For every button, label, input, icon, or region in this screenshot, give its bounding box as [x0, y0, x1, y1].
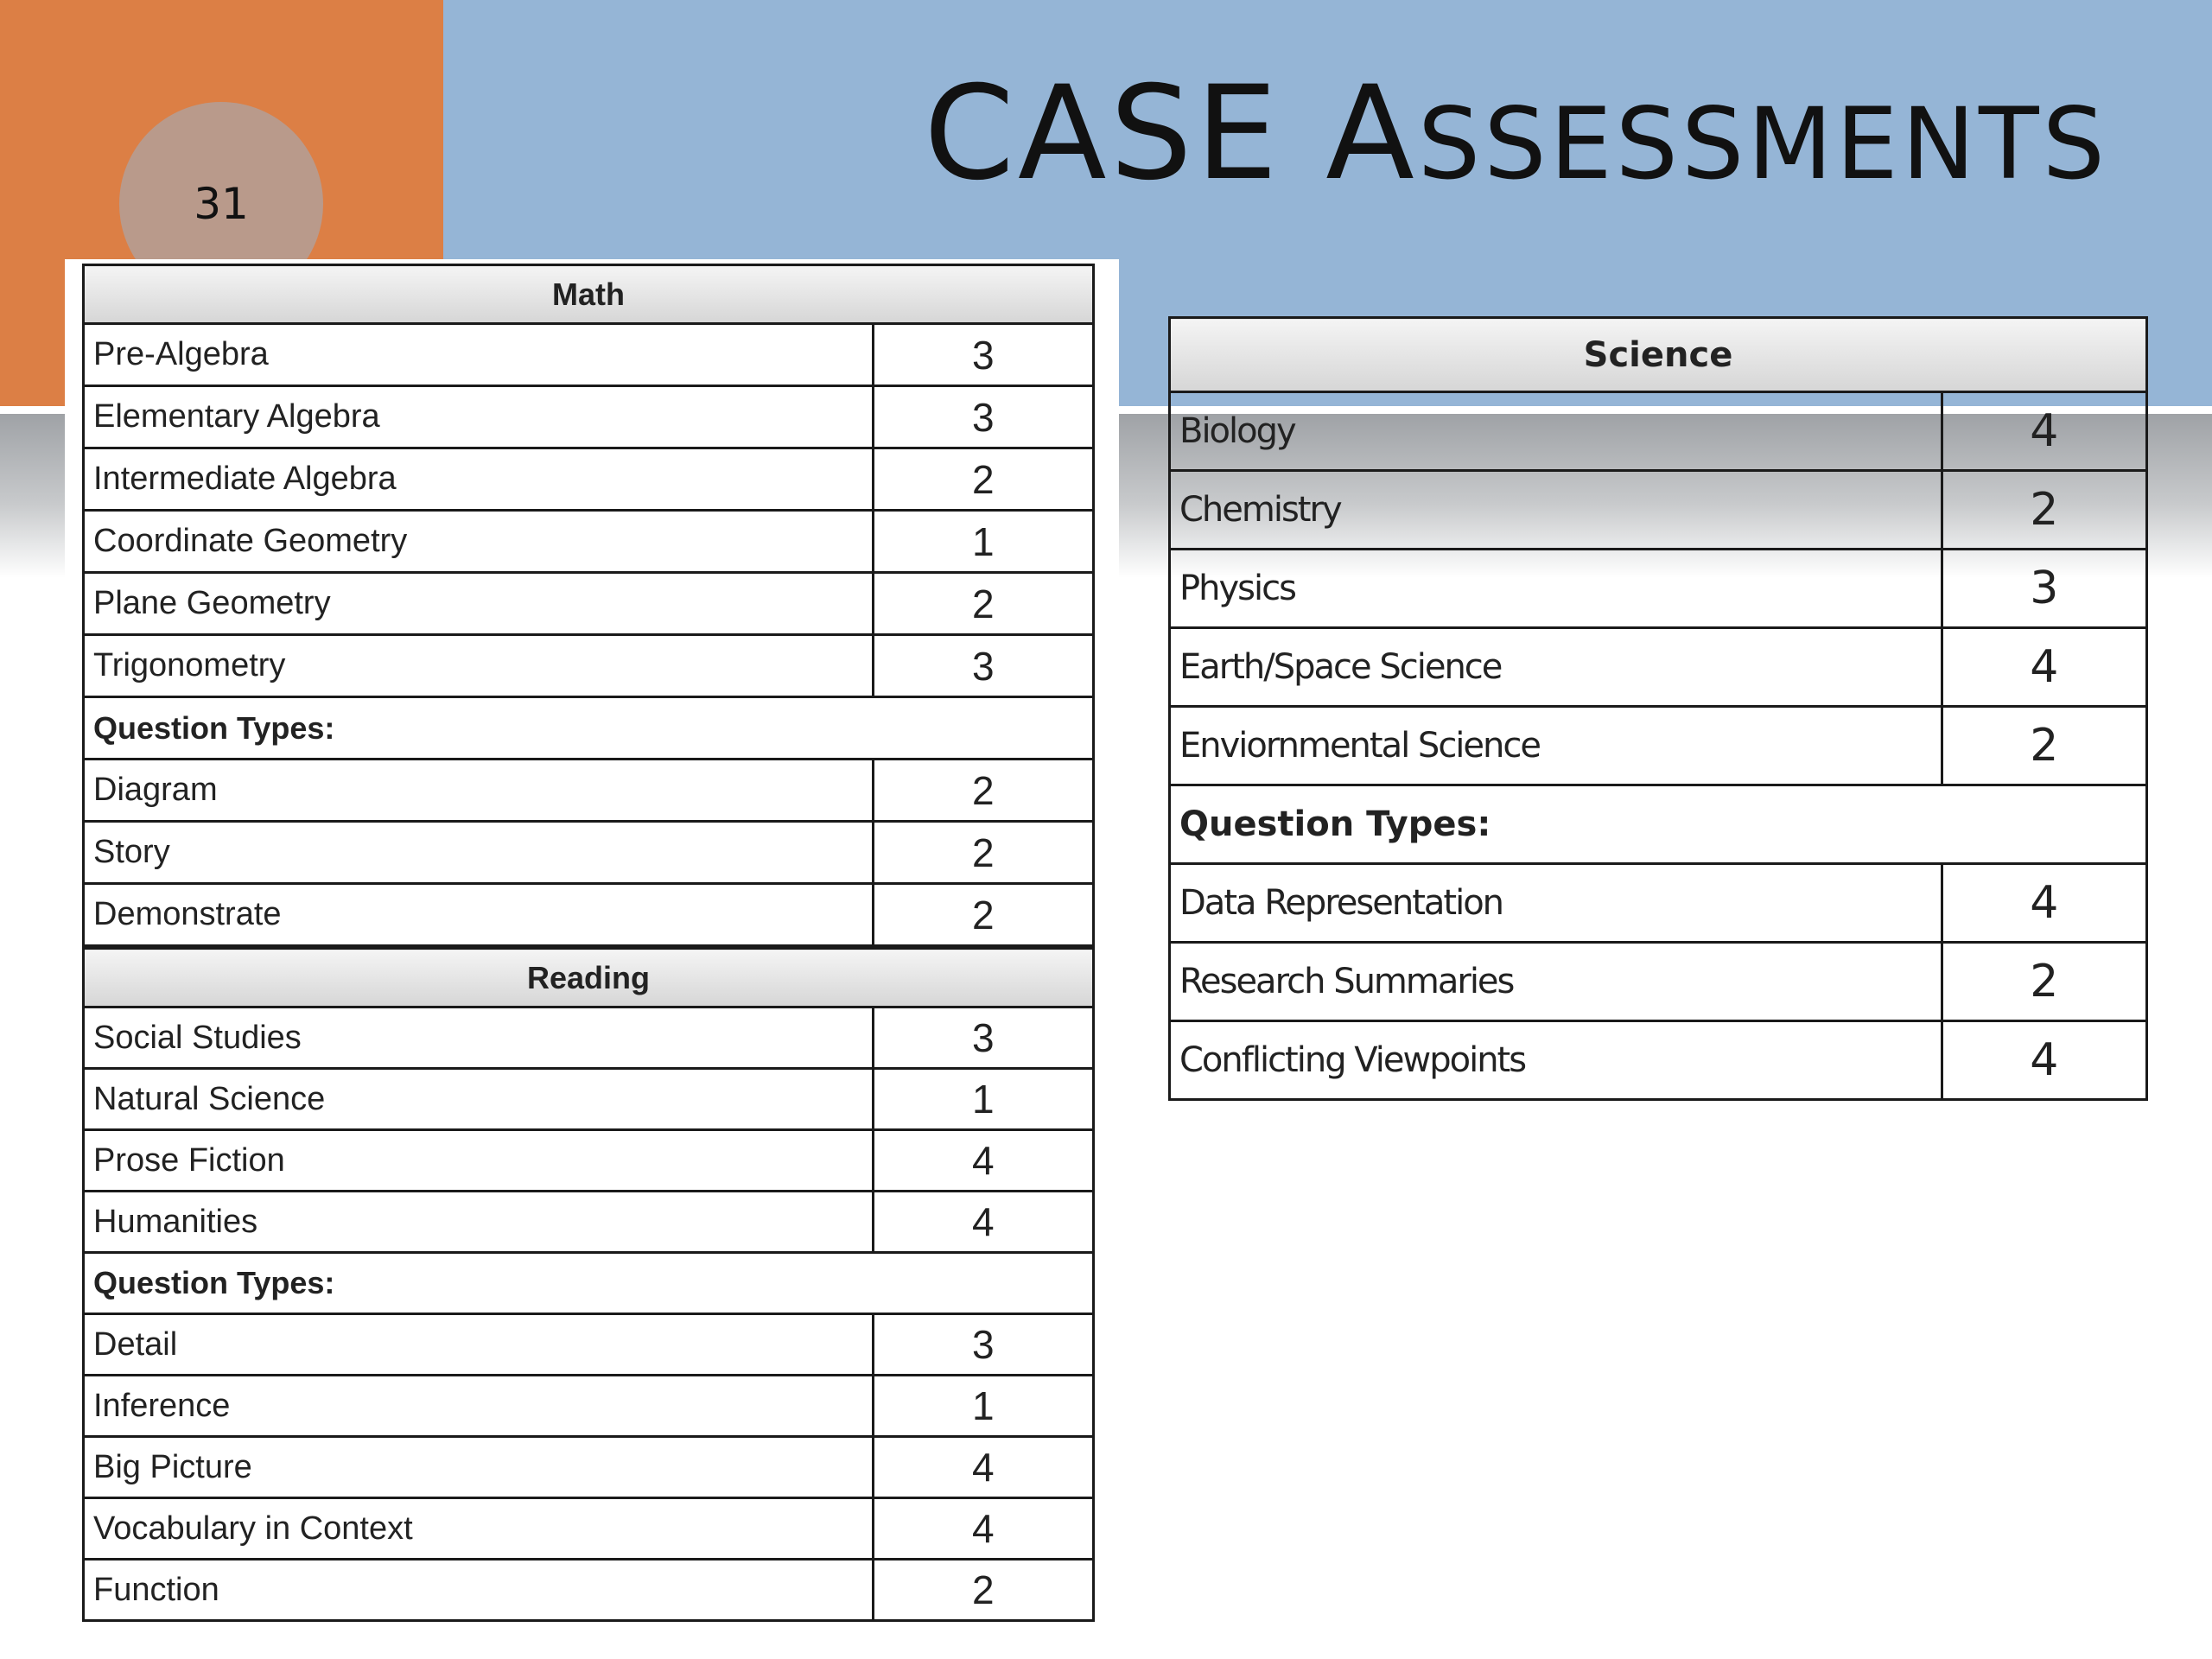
table-row — [84, 760, 1094, 822]
row-value: 3 — [873, 635, 1093, 697]
row-value: 4 — [873, 1192, 1093, 1253]
row-label: Natural Science — [84, 1069, 874, 1130]
slide-title — [924, 59, 2108, 209]
table-row — [1170, 550, 2147, 628]
row-value: 4 — [873, 1437, 1093, 1498]
table-row — [1170, 392, 2147, 471]
row-value: 1 — [873, 1376, 1093, 1437]
row-value: 1 — [873, 511, 1093, 573]
row-label: Humanities — [84, 1192, 874, 1253]
row-label: Prose Fiction — [84, 1130, 874, 1192]
slide-number: 31 — [194, 179, 249, 229]
row-value: 2 — [1942, 943, 2146, 1021]
row-value: 2 — [873, 760, 1093, 822]
row-value: 4 — [1942, 392, 2146, 471]
row-value: 2 — [873, 573, 1093, 635]
row-value: 4 — [873, 1498, 1093, 1560]
row-value: 1 — [873, 1069, 1093, 1130]
row-value: 3 — [873, 1314, 1093, 1376]
table-row — [84, 1192, 1094, 1253]
row-label: Diagram — [84, 760, 874, 822]
table-row — [84, 1314, 1094, 1376]
row-value: 2 — [1942, 707, 2146, 785]
science-header: Science — [1170, 318, 2147, 392]
table-row — [84, 511, 1094, 573]
row-label: Physics — [1170, 550, 1942, 628]
question-types-label: Question Types: — [84, 1253, 1094, 1314]
row-label: Vocabulary in Context — [84, 1498, 874, 1560]
science-table — [1168, 316, 2148, 1101]
row-value: 2 — [873, 884, 1093, 946]
row-label: Earth/Space Science — [1170, 628, 1942, 707]
row-value: 3 — [1942, 550, 2146, 628]
row-value: 3 — [873, 1007, 1093, 1069]
row-label: Elementary Algebra — [84, 386, 874, 448]
table-row — [1170, 707, 2147, 785]
row-value: 2 — [873, 1560, 1093, 1621]
row-label: Enviornmental Science — [1170, 707, 1942, 785]
table-row — [84, 822, 1094, 884]
table-row — [84, 1560, 1094, 1621]
question-types-label: Question Types: — [1170, 785, 2147, 864]
question-types-label: Question Types: — [84, 697, 1094, 760]
table-row — [84, 1130, 1094, 1192]
math-header: Math — [84, 265, 1094, 324]
row-label: Biology — [1170, 392, 1942, 471]
math-table — [82, 264, 1095, 947]
table-row — [84, 1437, 1094, 1498]
row-label: Inference — [84, 1376, 874, 1437]
row-value: 3 — [873, 386, 1093, 448]
row-label: Function — [84, 1560, 874, 1621]
table-row — [84, 1376, 1094, 1437]
row-label: Big Picture — [84, 1437, 874, 1498]
table-row — [84, 448, 1094, 511]
table-row — [84, 1069, 1094, 1130]
row-label: Intermediate Algebra — [84, 448, 874, 511]
row-value: 2 — [873, 822, 1093, 884]
table-row — [84, 1498, 1094, 1560]
reading-header: Reading — [84, 949, 1094, 1007]
row-label: Detail — [84, 1314, 874, 1376]
row-value: 2 — [873, 448, 1093, 511]
title-rest: SSESSMENTS — [1417, 86, 2108, 201]
row-label: Research Summaries — [1170, 943, 1942, 1021]
table-row — [1170, 943, 2147, 1021]
row-label: Trigonometry — [84, 635, 874, 697]
table-row — [84, 324, 1094, 386]
row-value: 4 — [1942, 628, 2146, 707]
table-row — [1170, 1021, 2147, 1100]
row-value: 4 — [1942, 864, 2146, 943]
row-label: Chemistry — [1170, 471, 1942, 550]
row-label: Coordinate Geometry — [84, 511, 874, 573]
reading-table — [82, 947, 1095, 1622]
table-row — [84, 884, 1094, 946]
table-row — [84, 1007, 1094, 1069]
row-label: Demonstrate — [84, 884, 874, 946]
table-row — [1170, 864, 2147, 943]
row-label: Plane Geometry — [84, 573, 874, 635]
table-row — [84, 573, 1094, 635]
row-label: Social Studies — [84, 1007, 874, 1069]
table-row — [84, 635, 1094, 697]
title-cap-a: A — [1325, 59, 1418, 209]
row-value: 4 — [1942, 1021, 2146, 1100]
row-value: 2 — [1942, 471, 2146, 550]
row-label: Pre-Algebra — [84, 324, 874, 386]
table-row — [84, 386, 1094, 448]
row-label: Conflicting Viewpoints — [1170, 1021, 1942, 1100]
table-row — [1170, 471, 2147, 550]
row-value: 4 — [873, 1130, 1093, 1192]
title-word-case: CASE — [924, 59, 1281, 209]
row-value: 3 — [873, 324, 1093, 386]
table-row — [1170, 628, 2147, 707]
row-label: Story — [84, 822, 874, 884]
row-label: Data Representation — [1170, 864, 1942, 943]
